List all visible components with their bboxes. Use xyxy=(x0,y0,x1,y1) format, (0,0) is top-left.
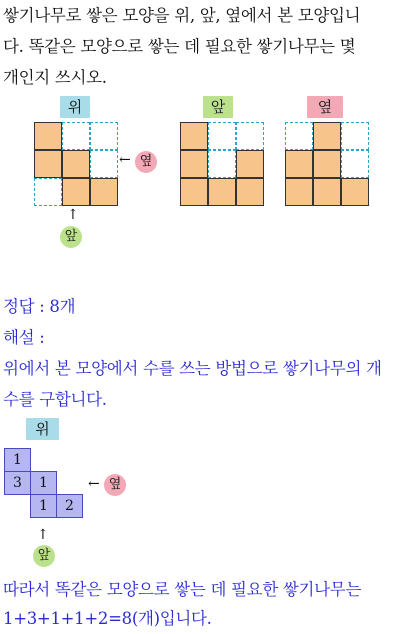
solution-front-marker: 앞 xyxy=(33,545,55,567)
grid-cell xyxy=(341,122,369,150)
grid-cell xyxy=(34,178,62,206)
count-cell: 1 xyxy=(4,448,31,472)
explanation-line-2: 수를 구합니다. xyxy=(3,390,107,409)
grid-cell xyxy=(34,122,62,150)
solution-left-arrow-icon: ← xyxy=(88,476,100,492)
grid-cell xyxy=(236,122,264,150)
grid-cell xyxy=(180,150,208,178)
grid-cell xyxy=(34,150,62,178)
count-cell: 1 xyxy=(30,471,57,495)
grid-cell xyxy=(62,178,90,206)
question-line-3: 개인지 쓰시오. xyxy=(3,68,107,87)
count-cell: 2 xyxy=(56,494,83,518)
grid-cell xyxy=(285,178,313,206)
count-cell: 1 xyxy=(30,494,57,518)
side-view-tag: 옆 xyxy=(307,96,343,118)
conclusion-line-2: 1+3+1+1+2=8(개)입니다. xyxy=(3,609,212,628)
answer-line: 정답 : 8개 xyxy=(3,297,76,316)
grid-cell xyxy=(285,150,313,178)
question-line-2: 다. 똑같은 모양으로 쌓는 데 필요한 쌓기나무는 몇 xyxy=(3,37,356,56)
grid-cell xyxy=(62,122,90,150)
grid-cell xyxy=(208,178,236,206)
grid-cell xyxy=(341,150,369,178)
front-marker: 앞 xyxy=(60,226,82,248)
grid-cell xyxy=(236,150,264,178)
grid-cell xyxy=(313,178,341,206)
front-view-tag: 앞 xyxy=(203,96,233,118)
grid-cell xyxy=(236,178,264,206)
question-line-1: 쌓기나무로 쌓은 모양을 위, 앞, 옆에서 본 모양입니 xyxy=(3,6,361,25)
solution-up-arrow-icon: ↑ xyxy=(37,527,49,543)
grid-cell xyxy=(208,122,236,150)
views-figure xyxy=(0,93,400,253)
side-marker: 옆 xyxy=(135,151,157,173)
question-text xyxy=(3,0,399,93)
explanation-heading: 해설 : xyxy=(3,328,45,347)
left-arrow-icon: ← xyxy=(119,152,131,168)
grid-cell xyxy=(313,150,341,178)
top-view-tag: 위 xyxy=(60,96,90,118)
grid-cell xyxy=(313,122,341,150)
grid-cell xyxy=(62,150,90,178)
up-arrow-icon: ↑ xyxy=(67,207,79,223)
grid-cell xyxy=(90,122,118,150)
grid-cell xyxy=(341,178,369,206)
solution-side-marker: 옆 xyxy=(104,474,126,496)
count-cell: 3 xyxy=(4,471,31,495)
explanation-line-1: 위에서 본 모양에서 수를 쓰는 방법으로 쌓기나무의 개 xyxy=(3,359,382,378)
grid-cell xyxy=(285,122,313,150)
grid-cell xyxy=(180,178,208,206)
grid-cell xyxy=(90,150,118,178)
conclusion-line-1: 따라서 똑같은 모양으로 쌓는 데 필요한 쌓기나무는 xyxy=(3,580,362,599)
grid-cell xyxy=(90,178,118,206)
grid-cell xyxy=(180,122,208,150)
grid-cell xyxy=(208,150,236,178)
solution-top-tag: 위 xyxy=(26,418,59,440)
